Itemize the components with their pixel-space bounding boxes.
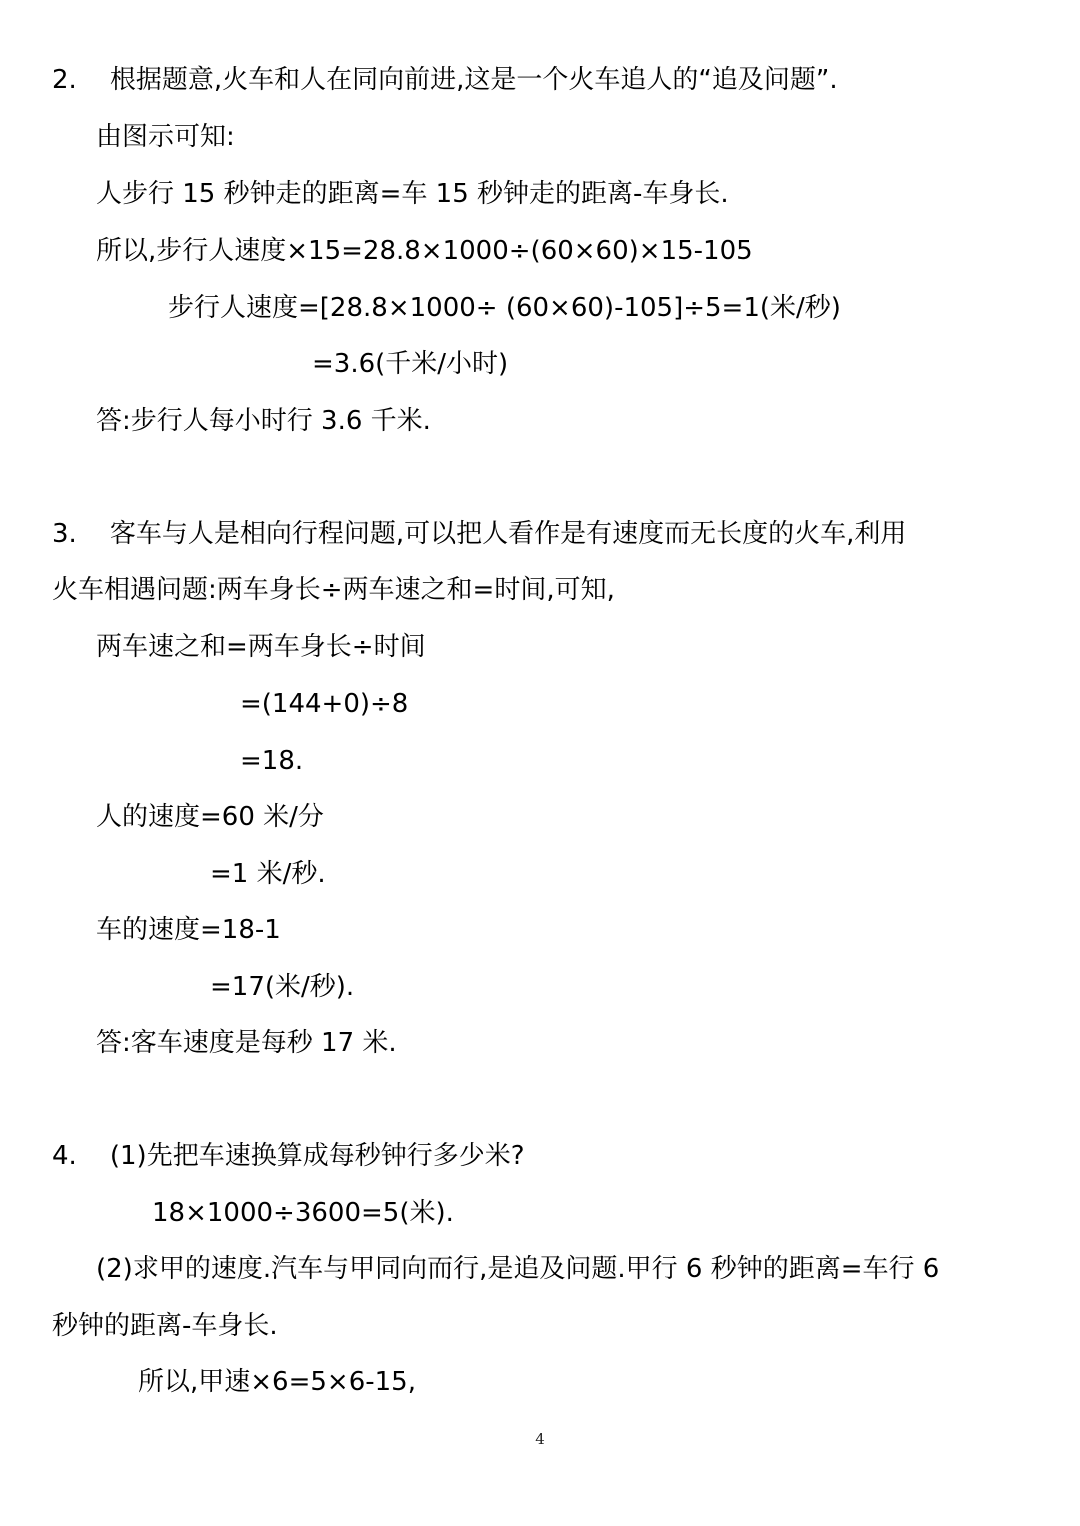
section-3-line-6: 人的速度=60 米/分 [96,802,324,832]
section-4-line-1: 4. (1)先把车速换算成每秒钟行多少米? [52,1141,525,1171]
section-2-line-1: 2. 根据题意,火车和人在同向前进,这是一个火车追人的“追及问题”. [52,65,838,95]
section-4-line-2: 18×1000÷3600=5(米). [152,1198,454,1228]
page-number: 4 [535,1430,545,1448]
section-4-line-4: 秒钟的距离-车身长. [52,1311,278,1341]
section-3-line-7: =1 米/秒. [210,859,326,889]
section-2-line-4: 所以,步行人速度×15=28.8×1000÷(60×60)×15-105 [96,236,753,266]
section-4-line-5: 所以,甲速×6=5×6-15, [138,1367,416,1397]
section-3-line-4: =(144+0)÷8 [240,689,409,719]
section-2-line-2: 由图示可知: [96,122,235,152]
section-3-line-10: 答:客车速度是每秒 17 米. [96,1028,397,1058]
section-3-line-9: =17(米/秒). [210,972,355,1002]
section-2-line-6: =3.6(千米/小时) [312,349,509,379]
section-3-line-5: =18. [240,746,304,776]
section-2-line-7: 答:步行人每小时行 3.6 千米. [96,406,431,436]
section-3-line-2: 火车相遇问题:两车身长÷两车速之和=时间,可知, [52,575,615,605]
section-4-line-3: (2)求甲的速度.汽车与甲同向而行,是追及问题.甲行 6 秒钟的距离=车行 6 [96,1254,940,1284]
section-2-line-3: 人步行 15 秒钟走的距离=车 15 秒钟走的距离-车身长. [96,179,729,209]
section-3-line-3: 两车速之和=两车身长÷时间 [96,632,426,662]
section-2-line-5: 步行人速度=[28.8×1000÷ (60×60)-105]÷5=1(米/秒) [168,293,841,323]
section-3-line-1: 3. 客车与人是相向行程问题,可以把人看作是有速度而无长度的火车,利用 [52,519,907,549]
section-3-line-8: 车的速度=18-1 [96,915,281,945]
